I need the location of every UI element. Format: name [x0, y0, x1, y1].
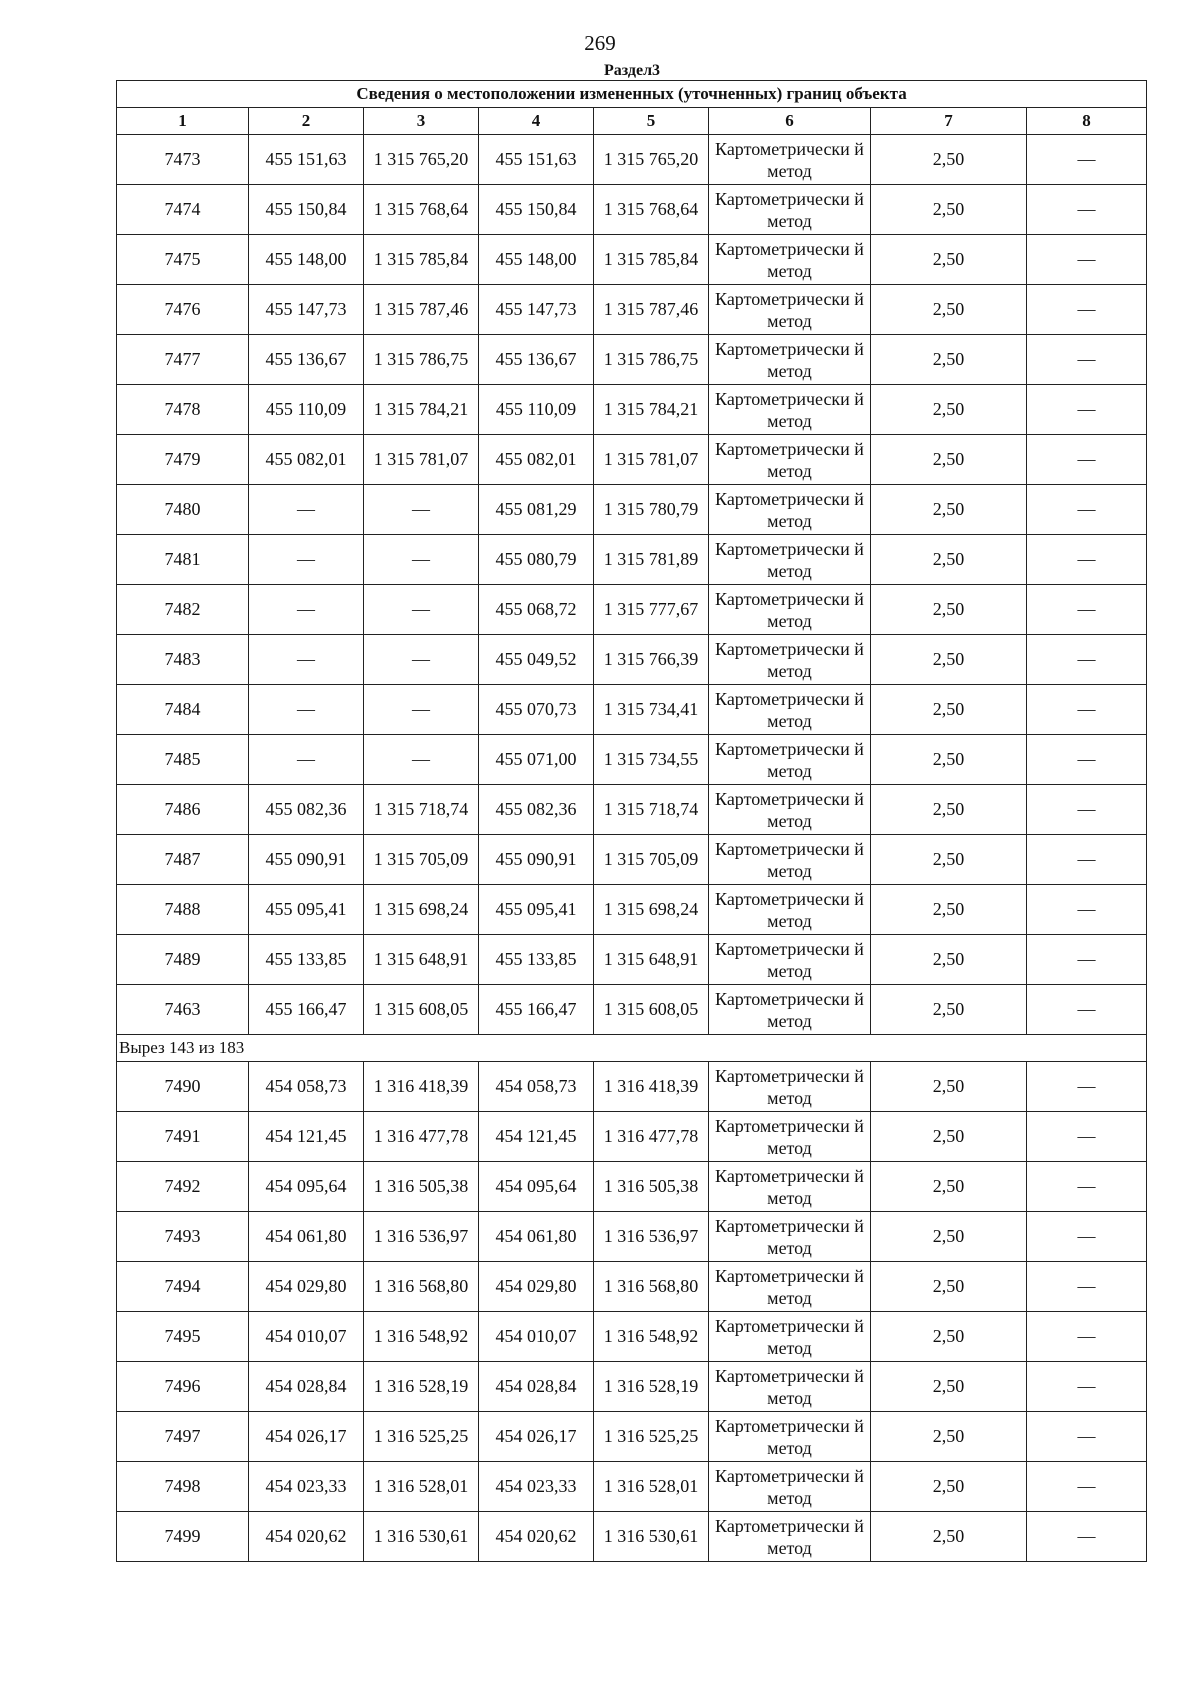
method-cell: Картометрически й метод	[709, 585, 871, 635]
accuracy-cell: 2,50	[871, 735, 1027, 785]
note-cell: —	[1027, 235, 1147, 285]
column-header: 6	[709, 108, 871, 135]
x-new-cell: 455 150,84	[479, 185, 594, 235]
x-new-cell: 454 121,45	[479, 1112, 594, 1162]
accuracy-cell: 2,50	[871, 635, 1027, 685]
y-existing-cell: 1 316 528,19	[364, 1362, 479, 1412]
x-new-cell: 455 082,01	[479, 435, 594, 485]
y-new-cell: 1 316 477,78	[594, 1112, 709, 1162]
y-new-cell: 1 315 785,84	[594, 235, 709, 285]
y-new-cell: 1 316 505,38	[594, 1162, 709, 1212]
accuracy-cell: 2,50	[871, 1262, 1027, 1312]
method-cell: Картометрически й метод	[709, 185, 871, 235]
x-existing-cell: —	[249, 535, 364, 585]
point-number-cell: 7496	[117, 1362, 249, 1412]
table-row	[117, 1362, 1147, 1412]
table-row	[117, 535, 1147, 585]
x-existing-cell: 454 029,80	[249, 1262, 364, 1312]
x-new-cell: 454 023,33	[479, 1462, 594, 1512]
x-new-cell: 455 095,41	[479, 885, 594, 935]
note-cell: —	[1027, 1062, 1147, 1112]
x-new-cell: 455 068,72	[479, 585, 594, 635]
y-existing-cell: 1 316 528,01	[364, 1462, 479, 1512]
y-new-cell: 1 315 768,64	[594, 185, 709, 235]
point-number-cell: 7484	[117, 685, 249, 735]
table-row	[117, 735, 1147, 785]
y-new-cell: 1 315 784,21	[594, 385, 709, 435]
x-existing-cell: 455 136,67	[249, 335, 364, 385]
accuracy-cell: 2,50	[871, 435, 1027, 485]
note-cell: —	[1027, 135, 1147, 185]
note-cell: —	[1027, 385, 1147, 435]
method-cell: Картометрически й метод	[709, 1362, 871, 1412]
y-existing-cell: 1 316 418,39	[364, 1062, 479, 1112]
accuracy-cell: 2,50	[871, 785, 1027, 835]
x-new-cell: 455 090,91	[479, 835, 594, 885]
x-existing-cell: —	[249, 585, 364, 635]
table-row	[117, 1312, 1147, 1362]
x-new-cell: 455 110,09	[479, 385, 594, 435]
y-existing-cell: 1 315 785,84	[364, 235, 479, 285]
y-new-cell: 1 315 781,07	[594, 435, 709, 485]
table-row	[117, 1262, 1147, 1312]
y-existing-cell: —	[364, 735, 479, 785]
x-new-cell: 455 136,67	[479, 335, 594, 385]
point-number-cell: 7481	[117, 535, 249, 585]
note-cell: —	[1027, 1512, 1147, 1562]
section-title: Раздел3	[603, 62, 661, 79]
note-cell: —	[1027, 535, 1147, 585]
point-number-cell: 7477	[117, 335, 249, 385]
table-row	[117, 835, 1147, 885]
y-new-cell: 1 315 777,67	[594, 585, 709, 635]
table-row	[117, 185, 1147, 235]
method-cell: Картометрически й метод	[709, 935, 871, 985]
point-number-cell: 7488	[117, 885, 249, 935]
x-new-cell: 454 095,64	[479, 1162, 594, 1212]
method-cell: Картометрически й метод	[709, 335, 871, 385]
table-row	[117, 485, 1147, 535]
note-cell: —	[1027, 485, 1147, 535]
note-cell: —	[1027, 835, 1147, 885]
y-new-cell: 1 316 418,39	[594, 1062, 709, 1112]
y-existing-cell: 1 315 786,75	[364, 335, 479, 385]
y-existing-cell: 1 315 705,09	[364, 835, 479, 885]
note-cell: —	[1027, 185, 1147, 235]
y-existing-cell: —	[364, 685, 479, 735]
x-existing-cell: 455 133,85	[249, 935, 364, 985]
x-existing-cell: 454 020,62	[249, 1512, 364, 1562]
x-new-cell: 455 082,36	[479, 785, 594, 835]
note-cell: —	[1027, 1362, 1147, 1412]
y-new-cell: 1 315 705,09	[594, 835, 709, 885]
y-new-cell: 1 315 608,05	[594, 985, 709, 1035]
y-existing-cell: 1 315 784,21	[364, 385, 479, 435]
table-row	[117, 1512, 1147, 1562]
table-row	[117, 585, 1147, 635]
method-cell: Картометрически й метод	[709, 435, 871, 485]
point-number-cell: 7476	[117, 285, 249, 335]
table-row	[117, 1112, 1147, 1162]
accuracy-cell: 2,50	[871, 1362, 1027, 1412]
point-number-cell: 7493	[117, 1212, 249, 1262]
y-existing-cell: 1 315 787,46	[364, 285, 479, 335]
accuracy-cell: 2,50	[871, 485, 1027, 535]
y-new-cell: 1 316 528,19	[594, 1362, 709, 1412]
point-number-cell: 7489	[117, 935, 249, 985]
x-new-cell: 454 026,17	[479, 1412, 594, 1462]
point-number-cell: 7474	[117, 185, 249, 235]
y-new-cell: 1 316 536,97	[594, 1212, 709, 1262]
x-existing-cell: 454 023,33	[249, 1462, 364, 1512]
x-new-cell: 454 058,73	[479, 1062, 594, 1112]
x-existing-cell: 455 110,09	[249, 385, 364, 435]
x-existing-cell: 454 095,64	[249, 1162, 364, 1212]
y-new-cell: 1 315 781,89	[594, 535, 709, 585]
x-existing-cell: 454 121,45	[249, 1112, 364, 1162]
y-existing-cell: 1 315 648,91	[364, 935, 479, 985]
y-new-cell: 1 315 766,39	[594, 635, 709, 685]
x-new-cell: 455 049,52	[479, 635, 594, 685]
method-cell: Картометрически й метод	[709, 1162, 871, 1212]
y-new-cell: 1 315 718,74	[594, 785, 709, 835]
method-cell: Картометрически й метод	[709, 1262, 871, 1312]
accuracy-cell: 2,50	[871, 1162, 1027, 1212]
x-new-cell: 454 020,62	[479, 1512, 594, 1562]
note-cell: —	[1027, 285, 1147, 335]
note-cell: —	[1027, 735, 1147, 785]
point-number-cell: 7485	[117, 735, 249, 785]
table-row	[117, 985, 1147, 1035]
y-existing-cell: 1 315 608,05	[364, 985, 479, 1035]
x-existing-cell: 454 026,17	[249, 1412, 364, 1462]
point-number-cell: 7491	[117, 1112, 249, 1162]
y-new-cell: 1 315 787,46	[594, 285, 709, 335]
table-row	[117, 635, 1147, 685]
x-new-cell: 455 080,79	[479, 535, 594, 585]
method-cell: Картометрически й метод	[709, 1062, 871, 1112]
note-cell: —	[1027, 985, 1147, 1035]
table-row	[117, 385, 1147, 435]
note-cell: —	[1027, 1112, 1147, 1162]
accuracy-cell: 2,50	[871, 1112, 1027, 1162]
y-existing-cell: —	[364, 585, 479, 635]
x-new-cell: 455 081,29	[479, 485, 594, 535]
note-cell: —	[1027, 885, 1147, 935]
accuracy-cell: 2,50	[871, 585, 1027, 635]
point-number-cell: 7483	[117, 635, 249, 685]
y-new-cell: 1 316 548,92	[594, 1312, 709, 1362]
method-cell: Картометрически й метод	[709, 785, 871, 835]
accuracy-cell: 2,50	[871, 885, 1027, 935]
accuracy-cell: 2,50	[871, 385, 1027, 435]
table-row	[117, 1162, 1147, 1212]
point-number-cell: 7494	[117, 1262, 249, 1312]
table-row	[117, 335, 1147, 385]
y-new-cell: 1 316 530,61	[594, 1512, 709, 1562]
accuracy-cell: 2,50	[871, 935, 1027, 985]
method-cell: Картометрически й метод	[709, 285, 871, 335]
method-cell: Картометрически й метод	[709, 1462, 871, 1512]
x-existing-cell: 455 082,01	[249, 435, 364, 485]
note-cell: —	[1027, 585, 1147, 635]
table-row	[117, 685, 1147, 735]
method-cell: Картометрически й метод	[709, 1112, 871, 1162]
y-existing-cell: —	[364, 535, 479, 585]
method-cell: Картометрически й метод	[709, 235, 871, 285]
coordinates-table	[116, 80, 1147, 1562]
note-cell: —	[1027, 1412, 1147, 1462]
y-existing-cell: 1 315 768,64	[364, 185, 479, 235]
note-cell: —	[1027, 1212, 1147, 1262]
accuracy-cell: 2,50	[871, 235, 1027, 285]
x-new-cell: 455 166,47	[479, 985, 594, 1035]
y-existing-cell: 1 316 505,38	[364, 1162, 479, 1212]
table-caption: Сведения о местоположении измененных (уточненных) границ объекта	[117, 81, 1147, 108]
accuracy-cell: 2,50	[871, 1462, 1027, 1512]
x-existing-cell: 455 148,00	[249, 235, 364, 285]
x-existing-cell: 455 082,36	[249, 785, 364, 835]
x-new-cell: 455 151,63	[479, 135, 594, 185]
x-existing-cell: 454 058,73	[249, 1062, 364, 1112]
accuracy-cell: 2,50	[871, 985, 1027, 1035]
method-cell: Картометрически й метод	[709, 535, 871, 585]
method-cell: Картометрически й метод	[709, 385, 871, 435]
y-new-cell: 1 315 734,41	[594, 685, 709, 735]
method-cell: Картометрически й метод	[709, 635, 871, 685]
y-existing-cell: —	[364, 485, 479, 535]
y-new-cell: 1 316 525,25	[594, 1412, 709, 1462]
accuracy-cell: 2,50	[871, 335, 1027, 385]
point-number-cell: 7480	[117, 485, 249, 535]
accuracy-cell: 2,50	[871, 135, 1027, 185]
method-cell: Картометрически й метод	[709, 1312, 871, 1362]
note-cell: —	[1027, 685, 1147, 735]
x-new-cell: 455 071,00	[479, 735, 594, 785]
table-row	[117, 135, 1147, 185]
table-body	[117, 135, 1147, 1562]
y-new-cell: 1 315 734,55	[594, 735, 709, 785]
cut-label-row	[117, 1035, 1147, 1062]
method-cell: Картометрически й метод	[709, 835, 871, 885]
x-existing-cell: 455 090,91	[249, 835, 364, 885]
point-number-cell: 7473	[117, 135, 249, 185]
table-row	[117, 1212, 1147, 1262]
cut-label: Вырез 143 из 183	[117, 1035, 1147, 1062]
y-existing-cell: 1 316 477,78	[364, 1112, 479, 1162]
x-new-cell: 455 148,00	[479, 235, 594, 285]
page-number: 269	[584, 31, 616, 55]
point-number-cell: 7492	[117, 1162, 249, 1212]
point-number-cell: 7482	[117, 585, 249, 635]
y-existing-cell: 1 316 525,25	[364, 1412, 479, 1462]
table-row	[117, 235, 1147, 285]
x-existing-cell: 454 061,80	[249, 1212, 364, 1262]
table-row	[117, 1062, 1147, 1112]
method-cell: Картометрически й метод	[709, 135, 871, 185]
column-header: 7	[871, 108, 1027, 135]
method-cell: Картометрически й метод	[709, 885, 871, 935]
column-header: 4	[479, 108, 594, 135]
x-existing-cell: 455 166,47	[249, 985, 364, 1035]
table-row	[117, 885, 1147, 935]
note-cell: —	[1027, 1462, 1147, 1512]
point-number-cell: 7490	[117, 1062, 249, 1112]
y-existing-cell: —	[364, 635, 479, 685]
accuracy-cell: 2,50	[871, 1512, 1027, 1562]
accuracy-cell: 2,50	[871, 1062, 1027, 1112]
y-new-cell: 1 315 786,75	[594, 335, 709, 385]
note-cell: —	[1027, 785, 1147, 835]
accuracy-cell: 2,50	[871, 1312, 1027, 1362]
x-existing-cell: 455 150,84	[249, 185, 364, 235]
x-new-cell: 455 070,73	[479, 685, 594, 735]
method-cell: Картометрически й метод	[709, 735, 871, 785]
table-row	[117, 435, 1147, 485]
y-new-cell: 1 316 568,80	[594, 1262, 709, 1312]
table-row	[117, 1412, 1147, 1462]
note-cell: —	[1027, 1162, 1147, 1212]
x-existing-cell: 455 151,63	[249, 135, 364, 185]
x-new-cell: 455 133,85	[479, 935, 594, 985]
y-new-cell: 1 315 765,20	[594, 135, 709, 185]
x-new-cell: 454 010,07	[479, 1312, 594, 1362]
table-row	[117, 285, 1147, 335]
method-cell: Картометрически й метод	[709, 685, 871, 735]
point-number-cell: 7486	[117, 785, 249, 835]
point-number-cell: 7495	[117, 1312, 249, 1362]
point-number-cell: 7498	[117, 1462, 249, 1512]
x-new-cell: 454 061,80	[479, 1212, 594, 1262]
table-row	[117, 1462, 1147, 1512]
y-new-cell: 1 315 698,24	[594, 885, 709, 935]
x-existing-cell: 455 147,73	[249, 285, 364, 335]
y-existing-cell: 1 316 568,80	[364, 1262, 479, 1312]
y-existing-cell: 1 315 765,20	[364, 135, 479, 185]
column-header: 2	[249, 108, 364, 135]
x-new-cell: 455 147,73	[479, 285, 594, 335]
point-number-cell: 7499	[117, 1512, 249, 1562]
point-number-cell: 7497	[117, 1412, 249, 1462]
method-cell: Картометрически й метод	[709, 1212, 871, 1262]
y-existing-cell: 1 316 548,92	[364, 1312, 479, 1362]
point-number-cell: 7463	[117, 985, 249, 1035]
accuracy-cell: 2,50	[871, 835, 1027, 885]
method-cell: Картометрически й метод	[709, 1412, 871, 1462]
accuracy-cell: 2,50	[871, 535, 1027, 585]
note-cell: —	[1027, 1312, 1147, 1362]
x-new-cell: 454 028,84	[479, 1362, 594, 1412]
y-new-cell: 1 316 528,01	[594, 1462, 709, 1512]
y-existing-cell: 1 315 718,74	[364, 785, 479, 835]
point-number-cell: 7479	[117, 435, 249, 485]
x-existing-cell: 454 028,84	[249, 1362, 364, 1412]
column-header: 1	[117, 108, 249, 135]
note-cell: —	[1027, 1262, 1147, 1312]
method-cell: Картометрически й метод	[709, 1512, 871, 1562]
column-header: 3	[364, 108, 479, 135]
y-existing-cell: 1 315 698,24	[364, 885, 479, 935]
note-cell: —	[1027, 635, 1147, 685]
x-existing-cell: —	[249, 685, 364, 735]
method-cell: Картометрически й метод	[709, 485, 871, 535]
column-header: 5	[594, 108, 709, 135]
accuracy-cell: 2,50	[871, 185, 1027, 235]
x-existing-cell: —	[249, 735, 364, 785]
x-existing-cell: —	[249, 635, 364, 685]
y-existing-cell: 1 315 781,07	[364, 435, 479, 485]
table-header-row	[117, 108, 1147, 135]
table-row	[117, 935, 1147, 985]
accuracy-cell: 2,50	[871, 285, 1027, 335]
point-number-cell: 7478	[117, 385, 249, 435]
method-cell: Картометрически й метод	[709, 985, 871, 1035]
x-existing-cell: —	[249, 485, 364, 535]
note-cell: —	[1027, 935, 1147, 985]
note-cell: —	[1027, 335, 1147, 385]
table-row	[117, 785, 1147, 835]
y-new-cell: 1 315 780,79	[594, 485, 709, 535]
x-existing-cell: 455 095,41	[249, 885, 364, 935]
x-existing-cell: 454 010,07	[249, 1312, 364, 1362]
y-existing-cell: 1 316 530,61	[364, 1512, 479, 1562]
x-new-cell: 454 029,80	[479, 1262, 594, 1312]
y-new-cell: 1 315 648,91	[594, 935, 709, 985]
y-existing-cell: 1 316 536,97	[364, 1212, 479, 1262]
point-number-cell: 7475	[117, 235, 249, 285]
accuracy-cell: 2,50	[871, 1212, 1027, 1262]
note-cell: —	[1027, 435, 1147, 485]
point-number-cell: 7487	[117, 835, 249, 885]
accuracy-cell: 2,50	[871, 685, 1027, 735]
accuracy-cell: 2,50	[871, 1412, 1027, 1462]
column-header: 8	[1027, 108, 1147, 135]
